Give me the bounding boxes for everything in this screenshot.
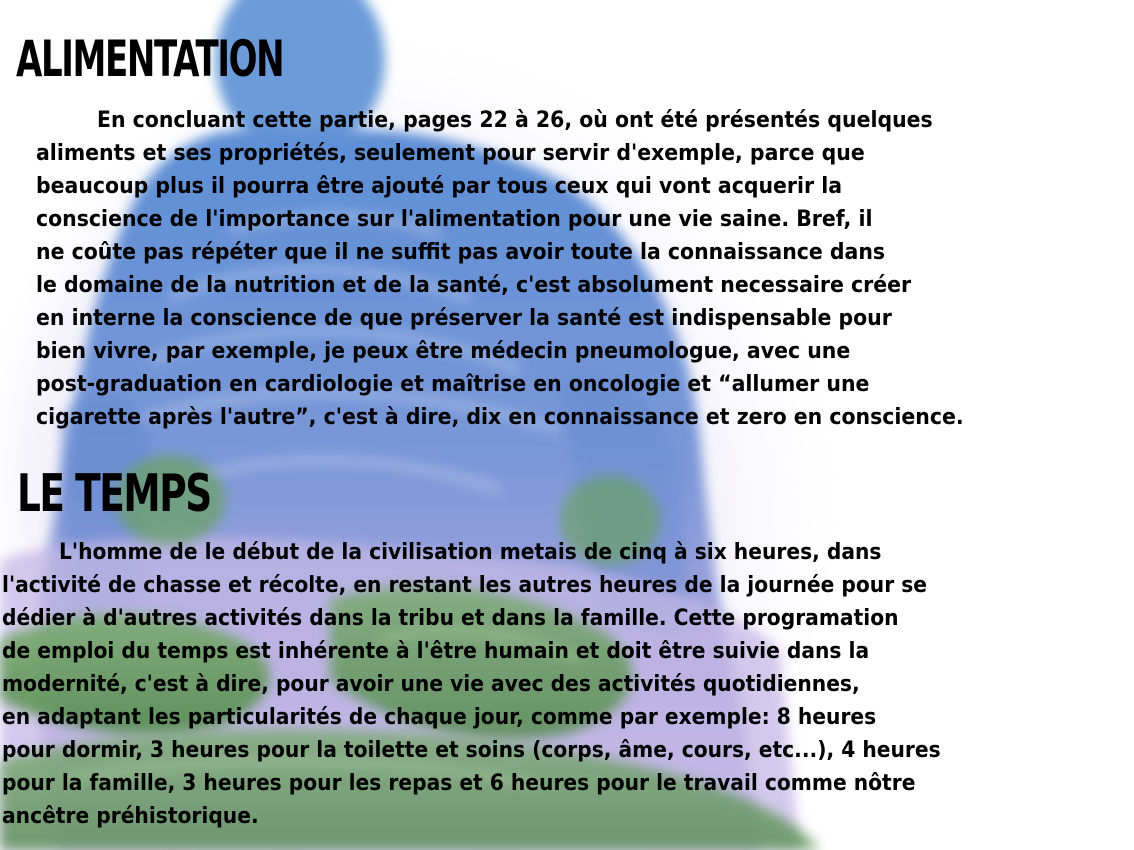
- text-line: ne coûte pas répéter que il ne suffit pas avoir toute la connaissance dans: [36, 240, 886, 265]
- text-line: post-graduation en cardiologie et maîtrise en oncologie et “allumer une: [36, 372, 870, 397]
- section-heading-alimentation: ALIMENTATION: [16, 30, 284, 88]
- text-line: en adaptant les particularités de chaque jour, comme par exemple: 8 heures: [2, 705, 877, 730]
- text-line: L'homme de le début de la civilisation metais de cinq à six heures, dans: [59, 540, 882, 565]
- text-line: de emploi du temps est inhérente à l'être humain et doit être suivie dans la: [2, 639, 870, 664]
- text-line: beaucoup plus il pourra être ajouté par tous ceux qui vont acquerir la: [36, 174, 843, 199]
- text-line: dédier à d'autres activités dans la tribu et dans la famille. Cette programation: [2, 606, 899, 631]
- text-line: modernité, c'est à dire, pour avoir une vie avec des activités quotidiennes,: [2, 672, 860, 697]
- text-line: En concluant cette partie, pages 22 à 26, où ont été présentés quelques: [97, 108, 933, 133]
- text-line: pour dormir, 3 heures pour la toilette et soins (corps, âme, cours, etc...), 4 heures: [2, 738, 941, 763]
- text-line: bien vivre, par exemple, je peux être médecin pneumologue, avec une: [36, 339, 851, 364]
- text-line: cigarette après l'autre”, c'est à dire, dix en connaissance et zero en conscience.: [36, 405, 964, 430]
- text-line: pour la famille, 3 heures pour les repas et 6 heures pour le travail comme nôtre: [2, 771, 916, 796]
- section-heading-le-temps: LE TEMPS: [17, 464, 211, 524]
- text-line: conscience de l'importance sur l'alimentation pour une vie saine. Bref, il: [36, 207, 873, 232]
- text-line: le domaine de la nutrition et de la santé, c'est absolument necessaire créer: [36, 273, 912, 298]
- text-line: en interne la conscience de que préserver la santé est indispensable pour: [36, 306, 892, 331]
- text-line: ancêtre préhistorique.: [2, 804, 259, 829]
- text-line: l'activité de chasse et récolte, en restant les autres heures de la journée pour se: [2, 573, 928, 598]
- text-line: aliments et ses propriétés, seulement pour servir d'exemple, parce que: [36, 141, 865, 166]
